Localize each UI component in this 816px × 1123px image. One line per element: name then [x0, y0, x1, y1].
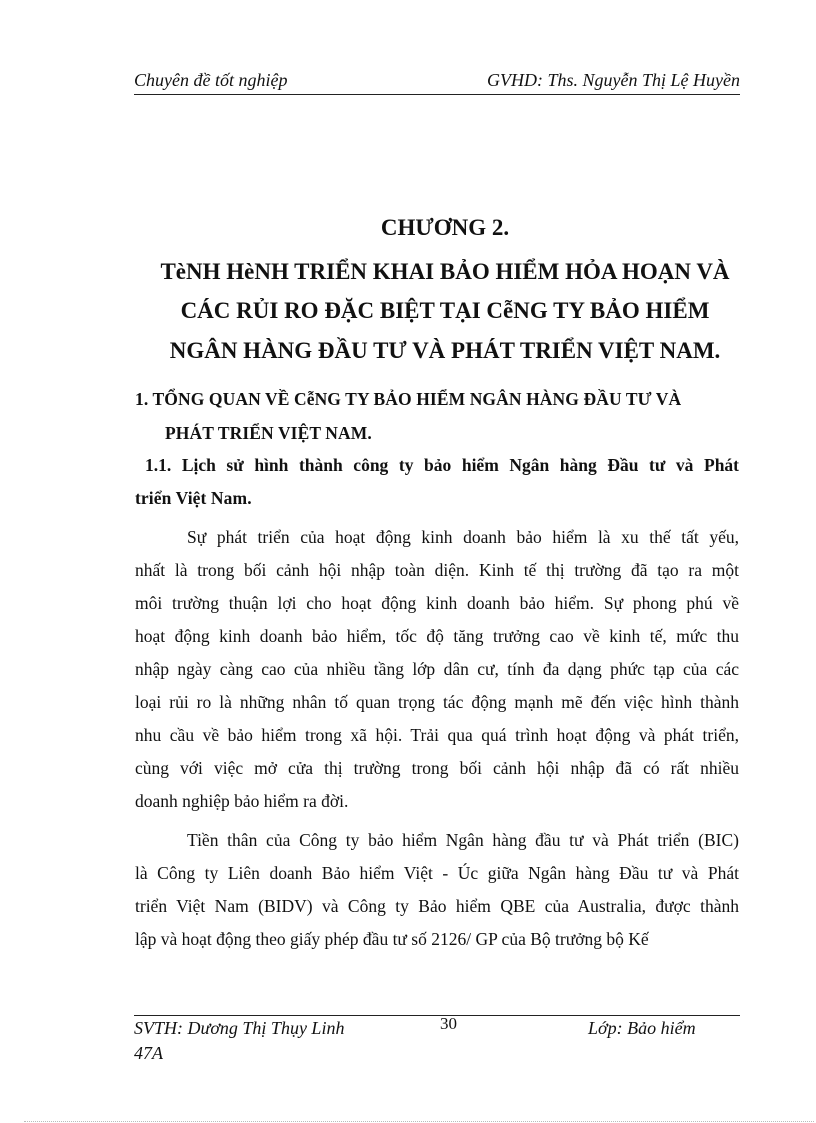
paragraph-line: nhập ngày càng cao của nhiều tầng lớp dân cư, tính đa dạng phức tạp của các [135, 659, 739, 679]
chapter-title-line-1: TèNH HèNH TRIỂN KHAI BẢO HIỂM HỎA HOẠN VÀ [160, 259, 730, 284]
chapter-number: CHƯƠNG 2. [380, 215, 510, 240]
footer-class: 47A [134, 1043, 163, 1063]
chapter-title-line-3: NGÂN HÀNG ĐẦU TƯ VÀ PHÁT TRIỂN VIỆT NAM. [169, 338, 721, 363]
paragraph-line: Sự phát triển của hoạt động kinh doanh bảo hiểm là xu thế tất yếu, [187, 527, 739, 547]
subsection-heading-line-2: triển Việt Nam. [135, 488, 252, 508]
paragraph-line: Tiền thân của Công ty bảo hiểm Ngân hàng đầu tư và Phát triển (BIC) [187, 830, 739, 850]
paragraph-line: lập và hoạt động theo giấy phép đầu tư số 2126/ GP của Bộ trưởng bộ Kế [135, 929, 649, 949]
chapter-title-line-2: CÁC RỦI RO ĐẶC BIỆT TẠI CễNG TY BẢO HIỂM [180, 298, 710, 323]
paragraph-line: loại rủi ro là những nhân tố quan trọng tác động mạnh mẽ đến việc hình thành [135, 692, 739, 712]
section-heading-line-1: 1. TỔNG QUAN VỀ CễNG TY BẢO HIỂM NGÂN HÀNG ĐẦU TƯ VÀ [135, 389, 682, 409]
section-heading-line-2: PHÁT TRIỂN VIỆT NAM. [165, 423, 372, 443]
bottom-dotted-rule [24, 1121, 814, 1122]
header-rule [134, 94, 740, 95]
paragraph-line: doanh nghiệp bảo hiểm ra đời. [135, 791, 349, 811]
paragraph-line: là Công ty Liên doanh Bảo hiểm Việt - Úc giữa Ngân hàng Đầu tư và Phát [135, 863, 739, 883]
footer-right: Lớp: Bảo hiểm [588, 1018, 696, 1038]
header-right: GVHD: Ths. Nguyễn Thị Lệ Huyền [487, 70, 740, 90]
paragraph-line: nhất là trong bối cảnh hội nhập toàn diện. Kinh tế thị trường đã tạo ra một [135, 560, 739, 580]
footer-student: SVTH: Dương Thị Thụy Linh [134, 1018, 345, 1038]
paragraph-line: triển Việt Nam (BIDV) và Công ty Bảo hiểm QBE của Australia, được thành [135, 896, 739, 916]
subsection-heading-line-1: 1.1. Lịch sử hình thành công ty bảo hiểm Ngân hàng Đầu tư và Phát [145, 455, 739, 475]
paragraph-line: môi trường thuận lợi cho hoạt động kinh doanh bảo hiểm. Sự phong phú về [135, 593, 739, 613]
paragraph-line: cùng với việc mở cửa thị trường trong bối cảnh hội nhập đã có rất nhiều [135, 758, 739, 778]
header-left: Chuyên đề tốt nghiệp [134, 70, 288, 90]
page-number: 30 [440, 1014, 457, 1033]
footer-rule [134, 1015, 740, 1016]
paragraph-line: hoạt động kinh doanh bảo hiểm, tốc độ tăng trưởng cao về kinh tế, mức thu [135, 626, 739, 646]
paragraph-line: nhu cầu về bảo hiểm trong xã hội. Trải qua quá trình hoạt động và phát triển, [135, 725, 739, 745]
